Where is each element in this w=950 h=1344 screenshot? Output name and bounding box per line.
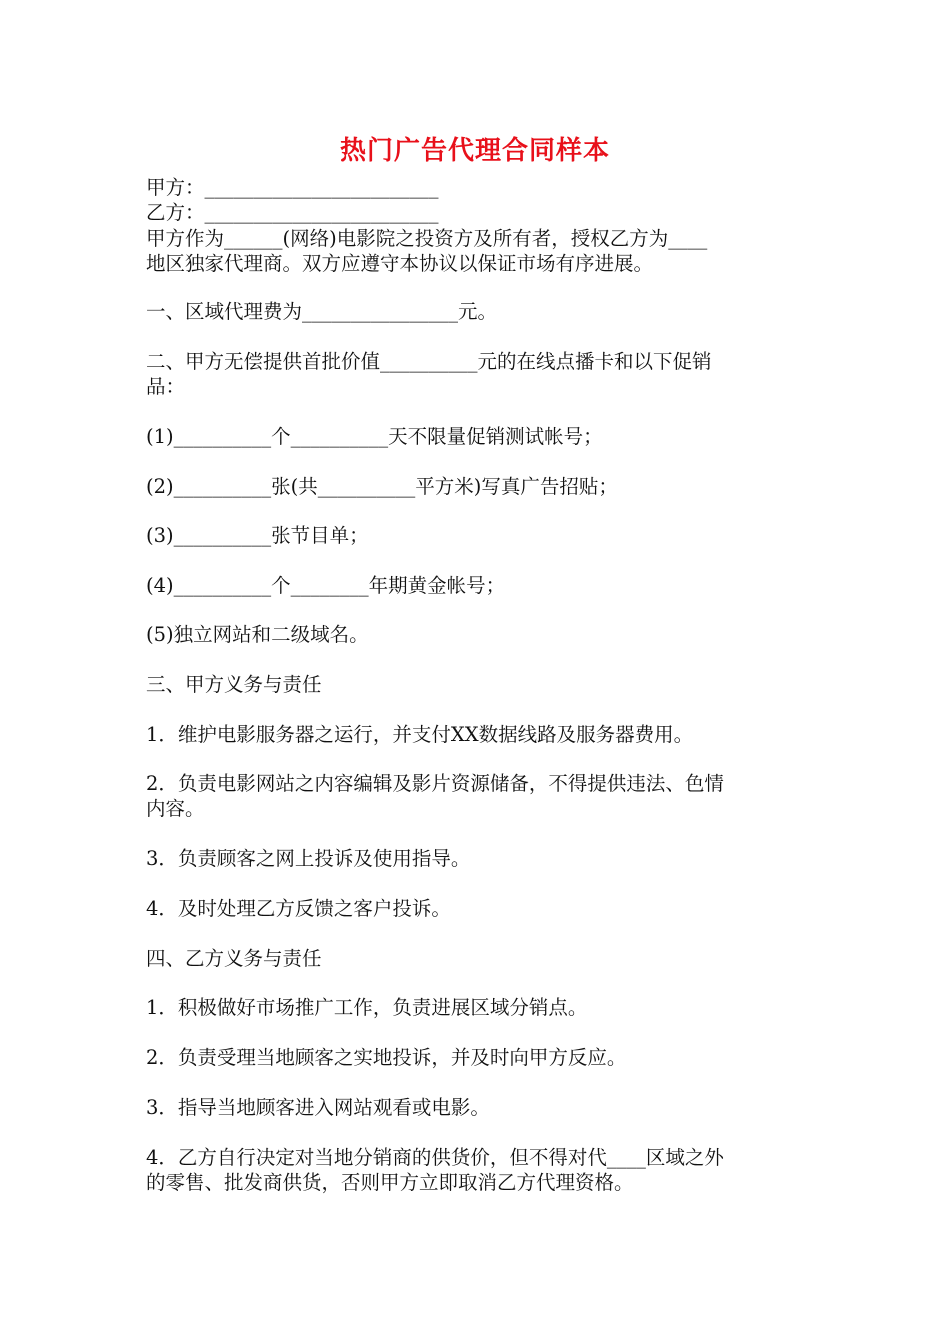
section-4-item-4-line-2: 的零售、批发商供货，否则甲方立即取消乙方代理资格。 <box>146 1171 634 1194</box>
section-4-heading: 四、乙方义务与责任 <box>146 947 322 970</box>
section-4-item-1: 1．积极做好市场推广工作，负责进展区域分销点。 <box>146 996 588 1019</box>
item-1: (1)__________个__________天不限量促销测试帐号； <box>146 425 603 448</box>
section-3-heading: 三、甲方义务与责任 <box>146 673 322 696</box>
section-4-item-4-line-1: 4．乙方自行决定对当地分销商的供货价，但不得对代____区域之外 <box>146 1146 724 1169</box>
section-3-item-2-line-2: 内容。 <box>146 797 205 820</box>
section-3-item-4: 4．及时处理乙方反馈之客户投诉。 <box>146 897 451 920</box>
section-4-item-3: 3．指导当地顾客进入网站观看或电影。 <box>146 1096 490 1119</box>
section-3-item-2-line-1: 2．负责电影网站之内容编辑及影片资源储备，不得提供违法、色情 <box>146 772 724 795</box>
section-3-item-3: 3．负责顾客之网上投诉及使用指导。 <box>146 847 471 870</box>
party-b-line: 乙方：________________________ <box>146 201 439 224</box>
intro-line-1: 甲方作为______(网络)电影院之投资方及所有者，授权乙方为____ <box>146 227 708 250</box>
intro-line-2: 地区独家代理商。双方应遵守本协议以保证市场有序进展。 <box>146 252 654 275</box>
item-2: (2)__________张(共__________平方米)写真广告招贴； <box>146 475 618 498</box>
clause-2-line-1: 二、甲方无偿提供首批价值__________元的在线点播卡和以下促销 <box>146 350 712 373</box>
clause-2-line-2: 品： <box>146 375 186 398</box>
clause-1-fee: 一、区域代理费为________________元。 <box>146 300 498 323</box>
party-a-line: 甲方：________________________ <box>146 176 439 199</box>
item-3: (3)__________张节目单； <box>146 524 369 547</box>
document-title: 热门广告代理合同样本 <box>339 136 610 166</box>
item-4: (4)__________个________年期黄金帐号； <box>146 574 506 597</box>
section-3-item-1: 1．维护电影服务器之运行，并支付XX数据线路及服务器费用。 <box>146 723 694 746</box>
item-5: (5)独立网站和二级域名。 <box>146 623 369 646</box>
section-4-item-2: 2．负责受理当地顾客之实地投诉，并及时向甲方反应。 <box>146 1046 627 1069</box>
